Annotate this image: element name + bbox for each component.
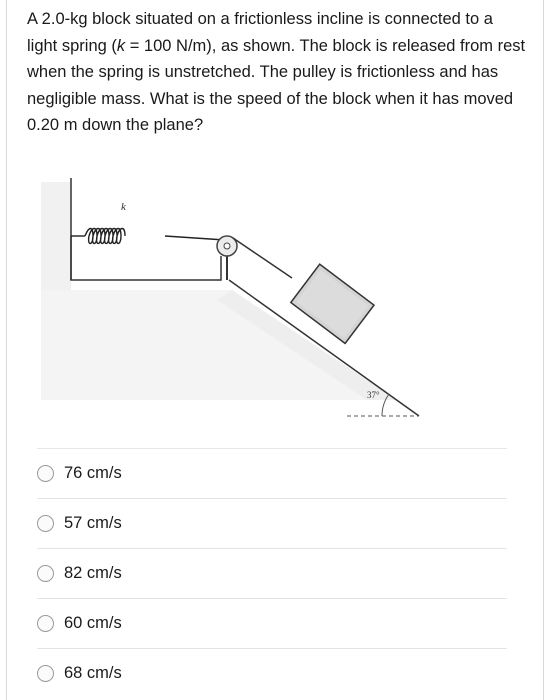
- option-5[interactable]: [37, 648, 507, 698]
- radio-button[interactable]: [37, 465, 54, 482]
- rope: [233, 238, 292, 278]
- option-label: 57 cm/s: [64, 514, 122, 532]
- option-label: 60 cm/s: [64, 614, 122, 632]
- radio-button[interactable]: [37, 515, 54, 532]
- spring-constant-symbol: k: [116, 36, 126, 55]
- question-part-2: = 100 N/m), as shown. The block is released from rest when the spring is unstretched. The pulley is frictionless and has negligible mass. What is the speed of the block when it has moved 0.20 m down the plane?: [27, 36, 526, 134]
- incline-diagram: [37, 172, 437, 434]
- angle-label: 37°: [367, 390, 380, 400]
- spring: [71, 229, 225, 244]
- pulley: [217, 236, 237, 280]
- option-label: 82 cm/s: [64, 564, 122, 582]
- spring-label: k: [121, 201, 126, 213]
- option-label: 68 cm/s: [64, 664, 122, 682]
- radio-button[interactable]: [37, 565, 54, 582]
- block: [291, 264, 374, 343]
- question-card: [6, 0, 544, 700]
- option-label: 76 cm/s: [64, 464, 122, 482]
- radio-button[interactable]: [37, 615, 54, 632]
- radio-button[interactable]: [37, 665, 54, 682]
- option-3[interactable]: [37, 548, 507, 598]
- option-4[interactable]: [37, 598, 507, 648]
- question-text: [27, 6, 527, 139]
- option-1[interactable]: [37, 448, 507, 498]
- question-part-1: A 2.0-kg block situated on a frictionless incline is connected to a light spring (: [27, 10, 493, 55]
- answer-options: [37, 448, 507, 698]
- option-2[interactable]: [37, 498, 507, 548]
